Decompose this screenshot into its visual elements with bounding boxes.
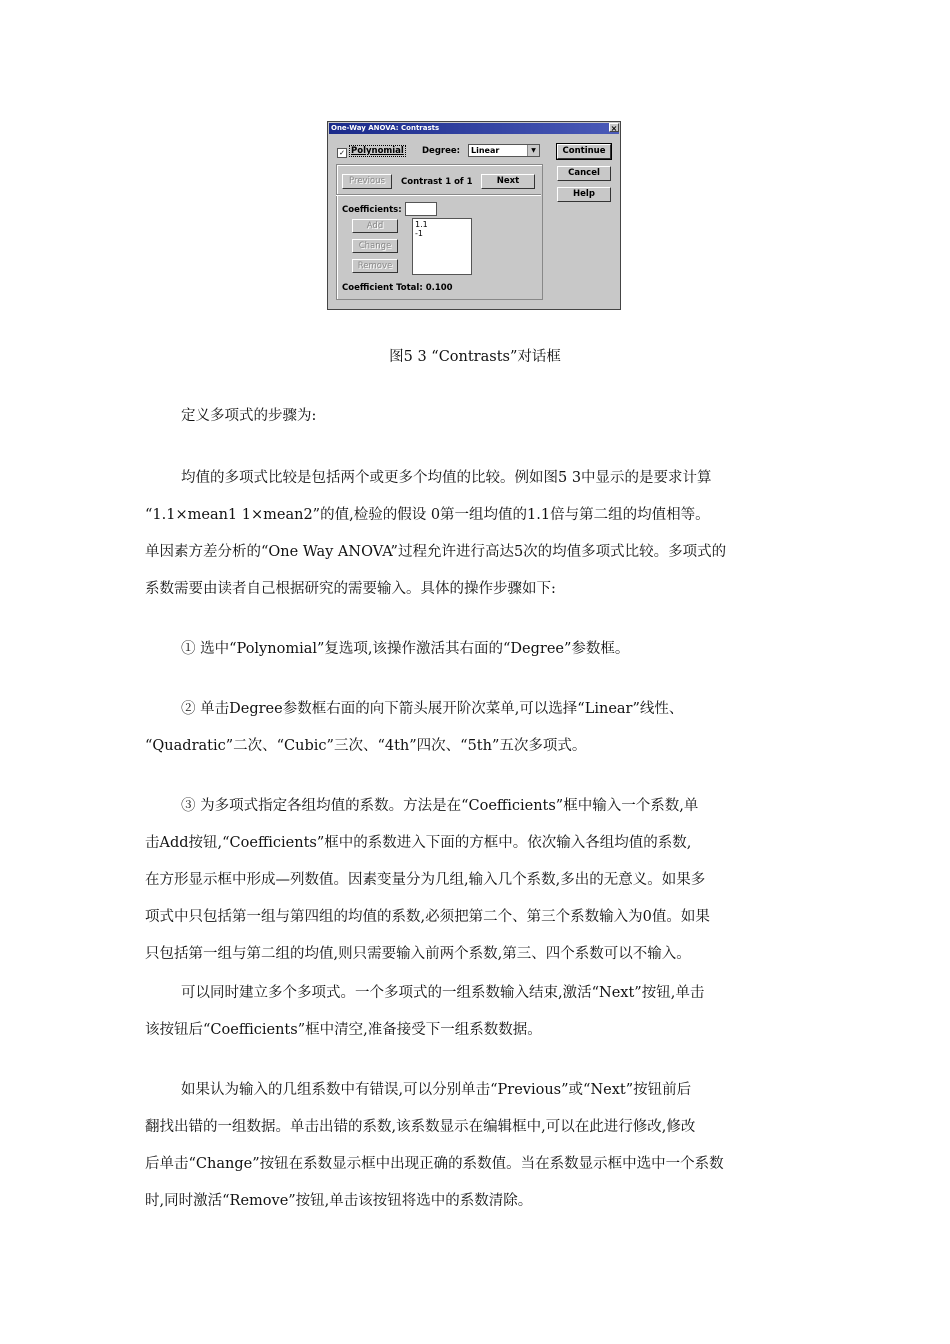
coefficient-total: Coefficient Total: 0.100	[342, 283, 453, 293]
text-line: 如果认为输入的几组系数中有错误,可以分别单击“Previous”或“Next”按钮前后	[181, 1082, 692, 1098]
help-button[interactable]: Help	[557, 187, 611, 202]
text-line: 只包括第一组与第二组的均值,则只需要输入前两个系数,第三、四个系数可以不输入。	[145, 946, 691, 962]
close-icon[interactable]: ×	[610, 124, 618, 133]
text-line: 可以同时建立多个多项式。一个多项式的一组系数输入结束,激活“Next”按钮,单击	[181, 985, 705, 1001]
text-line: 在方形显示框中形成—列数值。因素变量分为几组,输入几个系数,多出的无意义。如果多	[145, 872, 706, 888]
previous-button[interactable]: Previous	[342, 174, 392, 189]
contrast-status: Contrast 1 of 1	[401, 177, 473, 187]
list-item[interactable]: 1.1	[415, 220, 428, 229]
text-line: 翻找出错的一组数据。单击出错的系数,该系数显示在编辑框中,可以在此进行修改,修改	[145, 1119, 696, 1135]
list-item[interactable]: -1	[415, 229, 423, 238]
text-line: 系数需要由读者自己根据研究的需要输入。具体的操作步骤如下:	[145, 581, 556, 597]
text-line: 项式中只包括第一组与第四组的均值的系数,必须把第二个、第三个系数输入为0值。如果	[145, 909, 710, 925]
text-line: ② 单击Degree参数框右面的向下箭头展开阶次菜单,可以选择“Linear”线性、	[181, 701, 684, 717]
text-line: 时,同时激活“Remove”按钮,单击该按钮将选中的系数清除。	[145, 1193, 533, 1209]
chevron-down-icon[interactable]: ▼	[527, 145, 539, 156]
figure-caption: 图5 3 “Contrasts”对话框	[389, 349, 561, 365]
dialog-title: One-Way ANOVA: Contrasts	[329, 123, 619, 134]
polynomial-label[interactable]: Polynomial	[351, 146, 404, 156]
text-line: ① 选中“Polynomial”复选项,该操作激活其右面的“Degree”参数框。	[181, 641, 630, 657]
degree-select[interactable]	[468, 144, 540, 157]
text-line: 单因素方差分析的“One Way ANOVA”过程允许进行高达5次的均值多项式比较。多项式的	[145, 544, 727, 560]
coefficients-input[interactable]	[405, 202, 437, 216]
change-button[interactable]: Change	[352, 239, 398, 253]
text-line: 定义多项式的步骤为:	[181, 408, 317, 424]
continue-button[interactable]: Continue	[557, 144, 611, 159]
add-button[interactable]: Add	[352, 219, 398, 233]
polynomial-checkbox[interactable]: ✓	[337, 148, 347, 158]
degree-label: Degree:	[422, 146, 461, 156]
group-divider	[336, 194, 541, 196]
text-line: “1.1×mean1 1×mean2”的值,检验的假设 0第一组均值的1.1倍与第二组的均值相等。	[145, 507, 710, 523]
contrasts-dialog	[327, 121, 621, 310]
coefficient-list[interactable]	[412, 218, 472, 275]
cancel-button[interactable]: Cancel	[557, 166, 611, 181]
text-line: 该按钮后“Coefficients”框中清空,准备接受下一组系数数据。	[145, 1022, 542, 1038]
remove-button[interactable]: Remove	[352, 259, 398, 273]
text-line: “Quadratic”二次、“Cubic”三次、“4th”四次、“5th”五次多项式。	[145, 738, 587, 754]
degree-value: Linear	[471, 146, 500, 155]
text-line: 后单击“Change”按钮在系数显示框中出现正确的系数值。当在系数显示框中选中一个系数	[145, 1156, 724, 1172]
text-line: 均值的多项式比较是包括两个或更多个均值的比较。例如图5 3中显示的是要求计算	[181, 470, 712, 486]
coefficients-label: Coefficients:	[342, 205, 402, 215]
text-line: ③ 为多项式指定各组均值的系数。方法是在“Coefficients”框中输入一个系数,单	[181, 798, 699, 814]
next-button[interactable]: Next	[481, 174, 535, 189]
text-line: 击Add按钮,“Coefficients”框中的系数进入下面的方框中。依次输入各组均值的系数,	[145, 835, 692, 851]
